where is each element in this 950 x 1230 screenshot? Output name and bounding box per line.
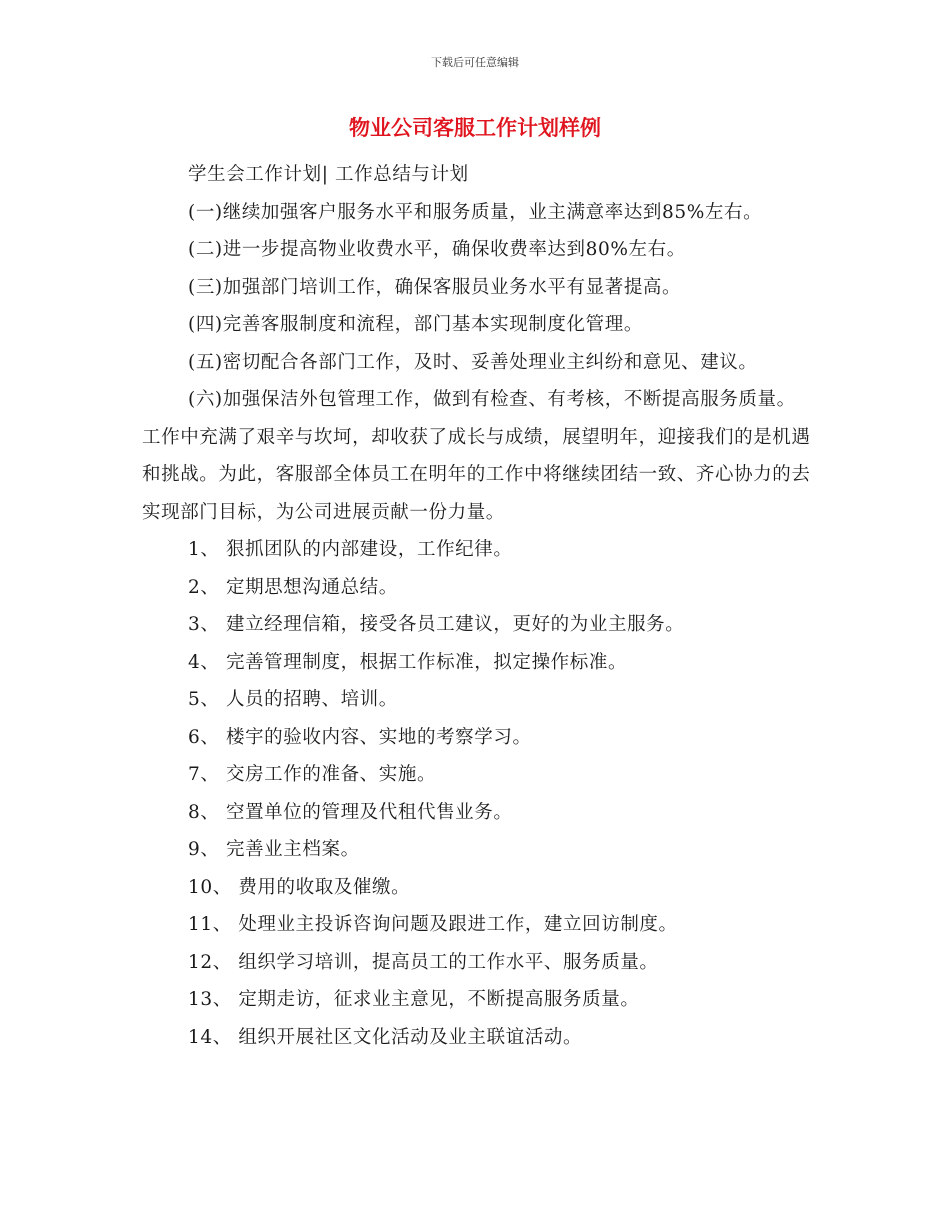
list-text: 人员的招聘、培训。	[225, 689, 398, 710]
list-item	[142, 719, 812, 757]
list-text: 交房工作的准备、实施。	[225, 764, 437, 785]
list-item	[142, 981, 812, 1019]
list-number: 10、	[188, 876, 232, 898]
intro-line: 学生会工作计划| 工作总结与计划	[188, 164, 469, 185]
goal-paragraph: (二)进一步提高物业收费水平，确保收费率达到80%左右。	[188, 239, 686, 260]
list-text: 空置单位的管理及代租代售业务。	[225, 801, 513, 823]
list-text: 完善业主档案。	[225, 839, 360, 860]
list-text: 组织开展社区文化活动及业主联谊活动。	[238, 1026, 583, 1048]
goal-paragraph: (四)完善客服制度和流程，部门基本实现制度化管理。	[188, 314, 643, 335]
list-item	[142, 644, 812, 682]
list-item	[142, 906, 812, 944]
list-item	[142, 756, 812, 794]
list-text: 完善管理制度，根据工作标准，拟定操作标准。	[225, 651, 628, 673]
list-text: 狠抓团队的内部建设，工作纪律。	[225, 539, 513, 560]
list-number: 9、	[188, 839, 220, 860]
list-text: 处理业主投诉咨询问题及跟进工作，建立回访制度。	[238, 914, 678, 935]
list-text: 定期思想沟通总结。	[225, 576, 398, 598]
document-body	[142, 156, 812, 1056]
list-item	[142, 794, 812, 832]
list-number: 7、	[188, 764, 220, 785]
list-number: 2、	[188, 576, 220, 598]
list-text: 楼宇的验收内容、实地的考察学习。	[225, 726, 532, 748]
list-item	[142, 681, 812, 719]
list-item	[142, 606, 812, 644]
list-item	[142, 1019, 812, 1057]
list-number: 4、	[188, 651, 220, 673]
list-text: 建立经理信箱，接受各员工建议，更好的为业主服务。	[225, 614, 685, 635]
list-item	[142, 569, 812, 607]
list-item	[142, 531, 812, 569]
list-text: 费用的收取及催缴。	[238, 876, 411, 898]
goal-paragraph: (三)加强部门培训工作，确保客服员业务水平有显著提高。	[188, 276, 682, 298]
goal-paragraph: (一)继续加强客户服务水平和服务质量，业主满意率达到85%左右。	[188, 201, 763, 223]
goal-paragraph: (五)密切配合各部门工作，及时、妥善处理业主纠纷和意见、建议。	[188, 351, 758, 373]
list-number: 1、	[188, 539, 220, 560]
list-number: 11、	[188, 914, 232, 935]
list-number: 13、	[188, 989, 232, 1010]
list-number: 12、	[188, 951, 232, 973]
list-text: 定期走访，征求业主意见，不断提高服务质量。	[238, 989, 640, 1010]
list-number: 5、	[188, 689, 220, 710]
list-item	[142, 831, 812, 869]
list-number: 14、	[188, 1026, 232, 1048]
document-title: 物业公司客服工作计划样例	[349, 116, 601, 140]
list-item	[142, 869, 812, 907]
list-number: 8、	[188, 801, 220, 823]
list-number: 6、	[188, 726, 220, 748]
task-list	[142, 531, 812, 1056]
list-number: 3、	[188, 614, 220, 635]
list-text: 组织学习培训，提高员工的工作水平、服务质量。	[238, 951, 659, 973]
list-item	[142, 944, 812, 982]
goal-paragraph: (六)加强保洁外包管理工作，做到有检查、有考核，不断提高服务质量。工作中充满了艰辛与坎坷，却收获了成长与成绩，展望明年，迎接我们的是机遇和挑战。为此，客服部全体员工在明年的工作中将继续团结一致、齐心协力的去实现部门目标，为公司进展贡献一份力量。	[142, 389, 811, 523]
header-note: 下载后可任意编辑	[431, 56, 519, 69]
